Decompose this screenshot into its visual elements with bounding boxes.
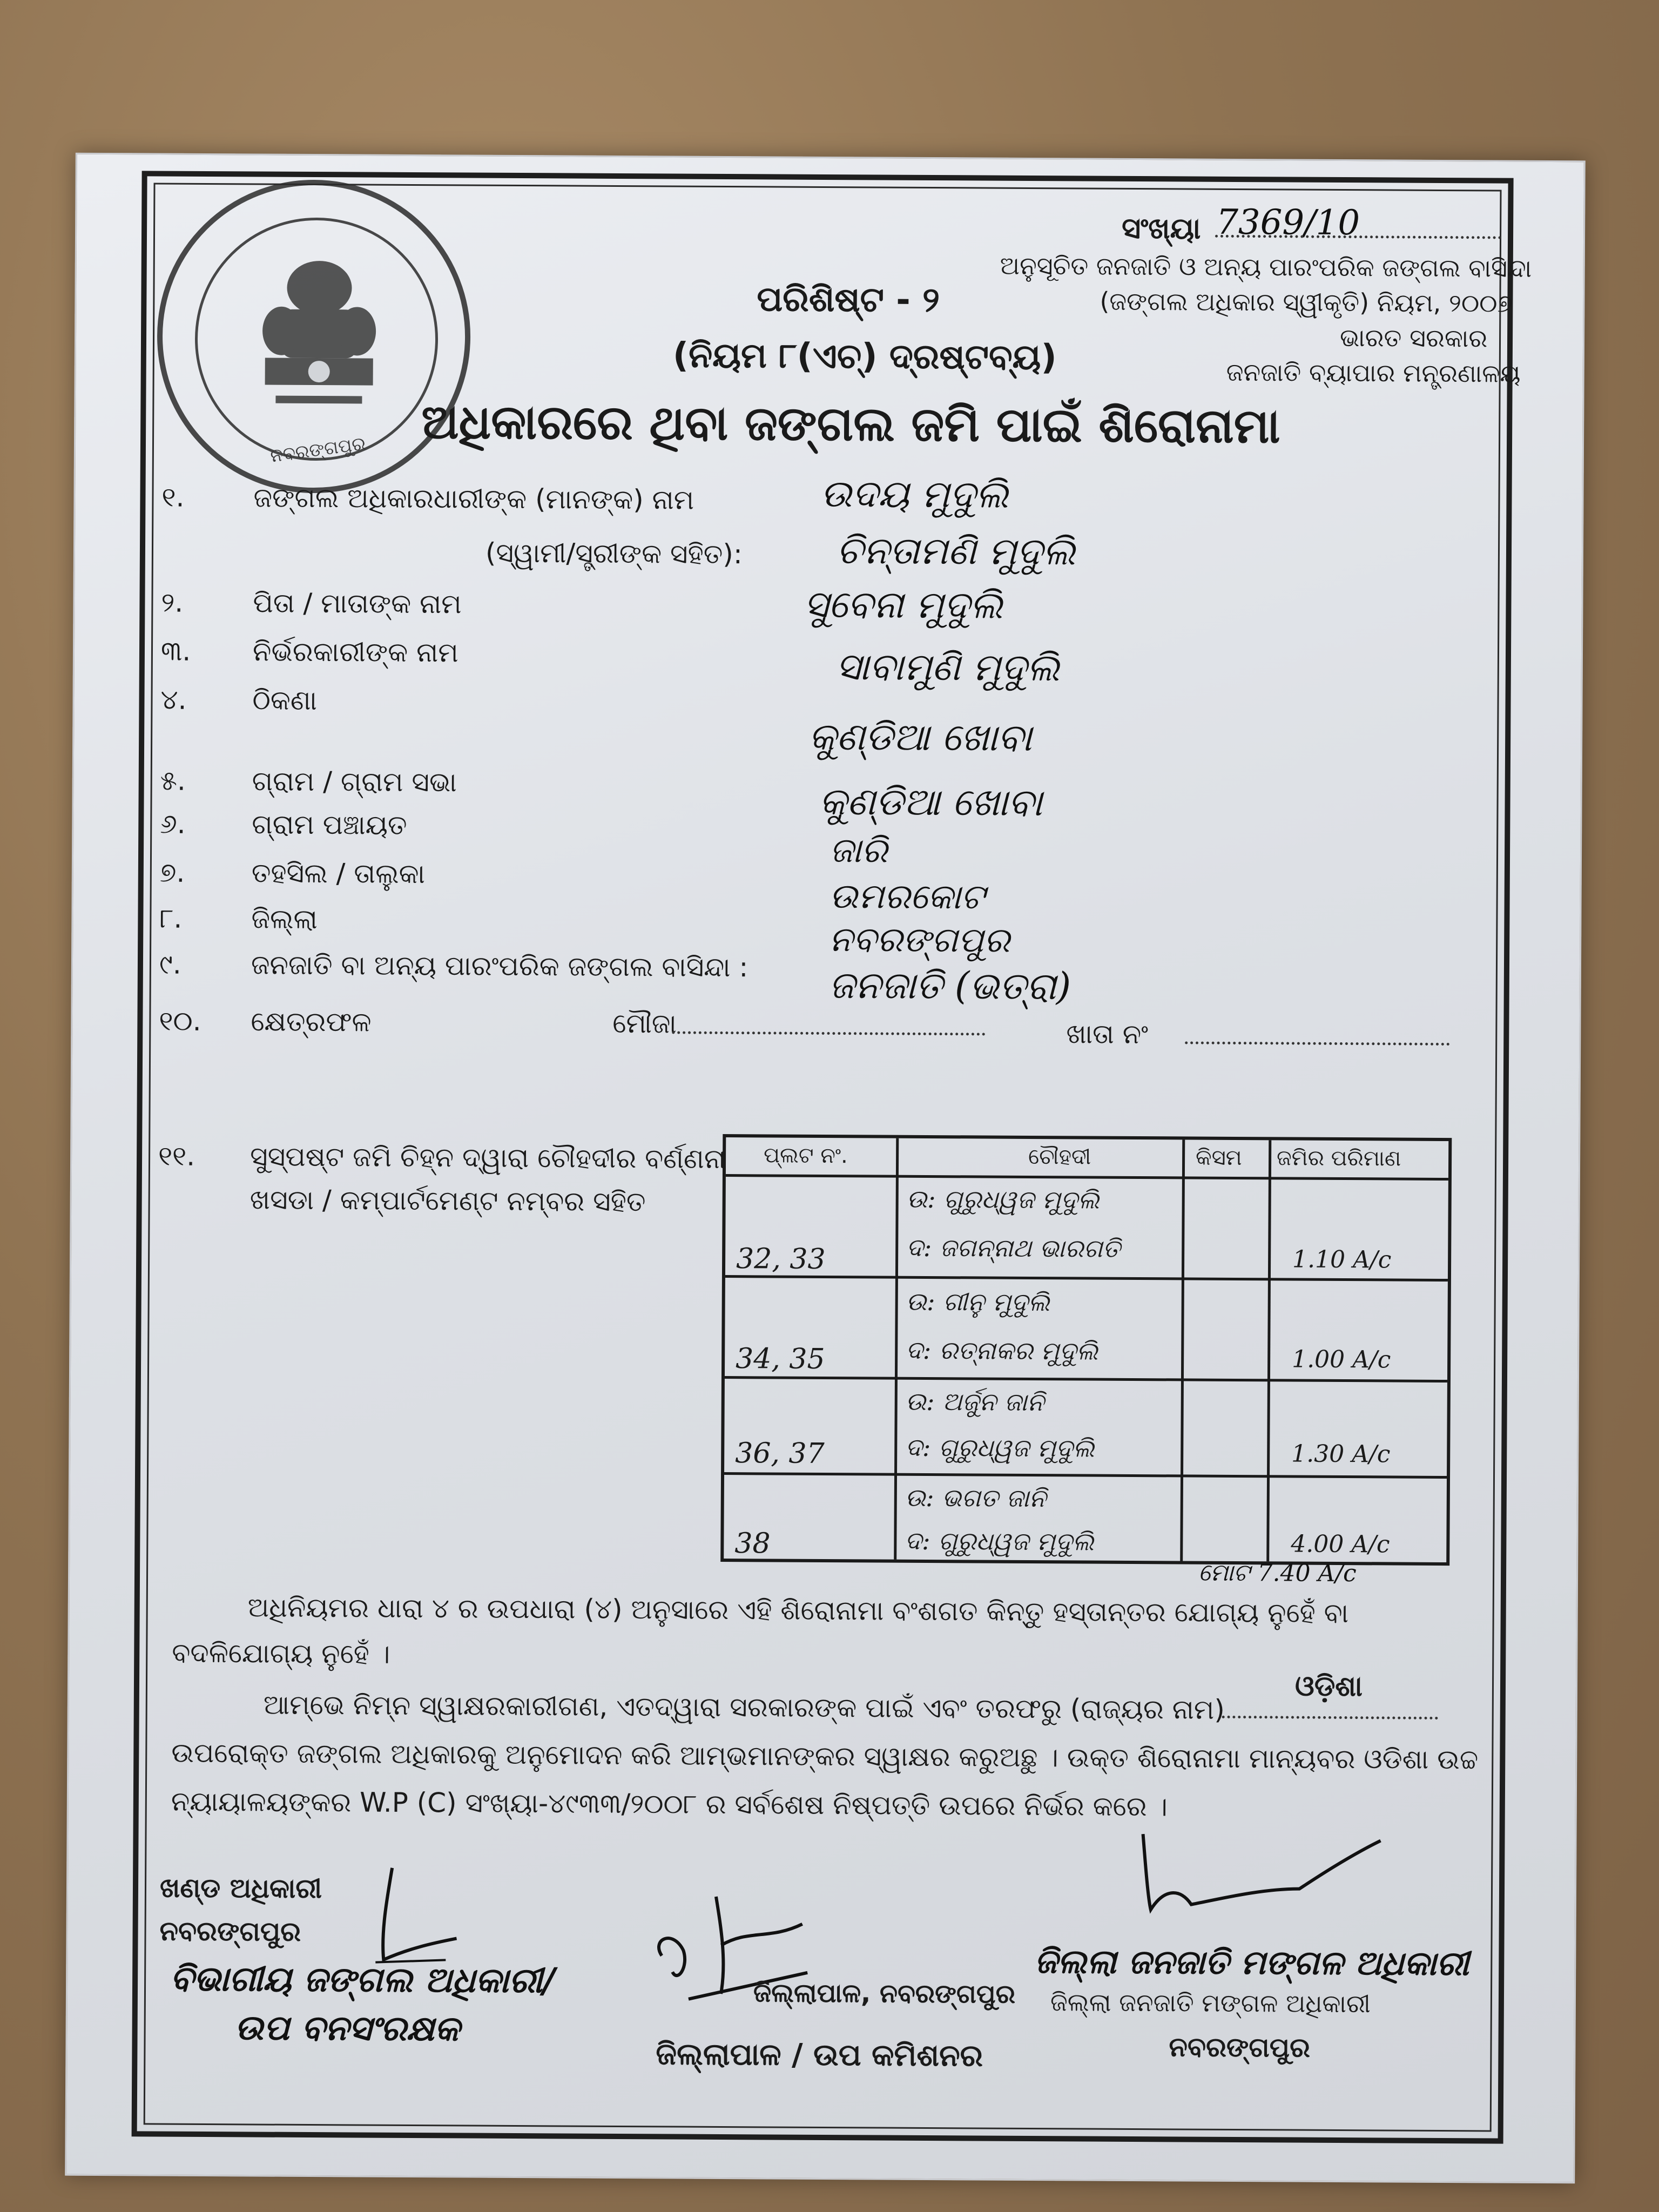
field-7: ୭. ତହସିଲ / ତାଲୁକା ଉମରକୋଟ [159, 857, 985, 918]
forest-stamp-line-2: ନବରଙ୍ଗପୁର [159, 1915, 301, 1947]
plot-number: 38 [734, 1527, 771, 1560]
paragraph-2-line-2: ଉପରୋକ୍ତ ଜଙ୍ଗଲ ଅଧିକାରକୁ ଅନୁମୋଦନ କରି ଆମ୍ଭମାନଙ୍କର ସ୍ୱାକ୍ଷର କରୁଅଛୁ । ଉକ୍ତ ଶିରୋନାମା ମାନ୍ୟବର ଓଡିଶା ଉଚ୍ଚ [171, 1737, 1479, 1776]
field-value: ଜାରି [829, 831, 888, 871]
column-header: ଜମିର ପରିମାଣ [1276, 1145, 1401, 1171]
rule-reference: (ନିୟମ ୮(ଏଚ୍) ଦ୍ରଷ୍ଟବ୍ୟ) [672, 335, 1057, 378]
boundary-label-1: ସୁସ୍ପଷ୍ଟ ଜମି ଚିହ୍ନ ଦ୍ୱାରା ଚୌହଦୀର ବର୍ଣ୍ଣନା [249, 1141, 726, 1175]
column-header: ଚୌହଦୀ [1028, 1144, 1091, 1170]
field-9: ୯. ଜନଜାତି ବା ଅନ୍ୟ ପାରଂପରିକ ଜଙ୍ଗଲ ବାସିନ୍ଦା : ଜନଜାତି (ଭତ୍ରା) [159, 948, 1071, 1009]
field-sublabel: (ସ୍ୱାମୀ/ସ୍ତ୍ରୀଙ୍କ ସହିତ): [485, 537, 743, 570]
collector-stamp: ଜିଲ୍ଲାପାଳ, ନବରଙ୍ଗପୁର [753, 1978, 1016, 2009]
paragraph-2-line-3: ନ୍ୟାୟାଳୟଙ୍କର W.P (C) ସଂଖ୍ୟା-୪୯୩୩/୨୦୦୮ ର ସର୍ବଶେଷ ନିଷ୍ପତ୍ତି ଉପରେ ନିର୍ଭର କରେ । [171, 1785, 1168, 1823]
field-value: କୁଣ୍ଡିଆ ଖୋବା [808, 714, 1033, 760]
land-area: 1.30 A/c [1291, 1440, 1391, 1468]
land-area: 4.00 A/c [1291, 1530, 1390, 1559]
plot-number: 34, 35 [735, 1343, 825, 1376]
field-8: ୮. ଜିଲ୍ଲା ନବରଙ୍ଗପୁର [159, 902, 1010, 961]
welfare-officer-district: ନବରଙ୍ଗପୁର [1169, 2031, 1311, 2063]
paragraph-1-line-2: ବଦଳିଯୋଗ୍ୟ ନୁହେଁ । [172, 1637, 390, 1670]
south-boundary: ଦ: ଜଗନ୍ନାଥ ଭାରଗତି [906, 1232, 1121, 1263]
field-1: ୧. ଜଙ୍ଗଲ ଅଧିକାରଧାରୀଙ୍କ (ମାନଙ୍କ) ନାମ (ସ୍ୱାମୀ/ସ୍ତ୍ରୀଙ୍କ ସହିତ): ଉଦୟ ମୁଦୁଲି ଚିନ୍ତାମଣି ମୁଦୁଲି [161, 471, 1076, 574]
north-boundary: ଉ: ଅର୍ଜୁନ ଜାନି [905, 1386, 1044, 1417]
deputy-conservator-title: ଉପ ବନସଂରକ୍ଷକ [234, 2007, 460, 2049]
paragraph-1-line-1: ଅଧିନିୟମର ଧାରା ୪ ର ଉପଧାରା (୪) ଅନୁସାରେ ଏହି ଶିରୋନାମା ବଂଶଗତ କିନ୍ତୁ ହସ୍ତାନ୍ତର ଯୋଗ୍ୟ ନୁହେଁ ବା [247, 1591, 1349, 1629]
field-label: ଗ୍ରାମ ପଞ୍ଚାୟତ [252, 808, 407, 841]
field-10: ୧୦. କ୍ଷେତ୍ରଫଳ ମୌଜା ଖାତା ନଂ [77, 154, 1584, 163]
field-value: ସାବାମୁଣି ମୁଦୁଲି [835, 644, 1060, 690]
welfare-officer-title: ଜିଲ୍ଲା ଜନଜାତି ମଙ୍ଗଳ ଅଧିକାରୀ [1034, 1941, 1469, 1984]
forest-stamp-line-1: ଖଣ୍ଡ ଅଧିକାରୀ [159, 1872, 322, 1905]
paragraph-2-line-1: ଆମ୍ଭେ ନିମ୍ନ ସ୍ୱାକ୍ଷରକାରୀଗଣ, ଏତଦ୍ୱାରା ସରକାରଙ୍କ ପାଇଁ ଏବଂ ତରଫରୁ (ରାଜ୍ୟର ନାମ) [263, 1689, 1225, 1725]
field-value: ଉମରକୋଟ [829, 876, 985, 918]
appendix-label: ପରିଶିଷ୍ଟ - ୨ [757, 279, 940, 321]
field-4: ୪. ଠିକଣା କୁଣ୍ଡିଆ ଖୋବା [160, 684, 1033, 760]
ministry-name: ଜନଜାତି ବ୍ୟାପାର ମନ୍ତ୍ରଣାଳୟ [1226, 357, 1521, 388]
mouza-label: ମୌଜା [612, 1007, 677, 1040]
field-2: ୨. ପିତା / ମାତାଙ୍କ ନାମ ସୁବେନା ମୁଦୁଲି [161, 582, 1003, 628]
page-title: ଅଧିକାରରେ ଥିବା ଜଙ୍ଗଲ ଜମି ପାଇଁ ଶିରୋନାମା [421, 394, 1280, 454]
field-label: ଠିକଣା [252, 684, 318, 717]
field-label: ନିର୍ଭରକାରୀଙ୍କ ନାମ [252, 636, 458, 669]
field-value: ଜନଜାତି (ଭତ୍ରା) [828, 963, 1071, 1009]
land-area: 1.00 A/c [1292, 1345, 1391, 1374]
collector-title: ଜିଲ୍ଲାପାଳ / ଉପ କମିଶନର [656, 2036, 983, 2074]
field-6: ୬. ଗ୍ରାମ ପଞ୍ଚାୟତ ଜାରି [160, 808, 888, 871]
welfare-officer-signature [1121, 1823, 1402, 1933]
south-boundary: ଦ: ରତ୍ନାକର ମୁଦୁଲି [906, 1335, 1098, 1366]
plot-number: 36, 37 [735, 1437, 825, 1470]
title-certificate-document [65, 153, 1586, 2184]
boundary-label-2: ଖସଡା / କମ୍ପାର୍ଟମେଣ୍ଟ ନମ୍ବର ସହିତ [249, 1184, 646, 1218]
boundary-num: ୧୧. [158, 1140, 195, 1172]
forest-officer-signature [321, 1857, 484, 1977]
field-label: ଜିଲ୍ଲା [251, 903, 318, 935]
field-label: ଜନଜାତି ବା ଅନ୍ୟ ପାରଂପରିକ ଜଙ୍ଗଲ ବାସିନ୍ଦା : [251, 949, 748, 983]
field-label: କ୍ଷେତ୍ରଫଳ [251, 1006, 372, 1038]
field-5: ୫. ଗ୍ରାମ / ଗ୍ରାମ ସଭା କୁଣ୍ଡିଆ ଖୋବା [160, 765, 1043, 825]
forest-officer-title: ବିଭାଗୀୟ ଜଙ୍ଗଲ ଅଧିକାରୀ/ [170, 1958, 555, 2001]
total-area: ମୋଟ 7.40 A/c [1198, 1559, 1357, 1588]
seal-text: ନବରଙ୍ଗପୁର [269, 433, 367, 467]
boundary-table [720, 1134, 1452, 1566]
column-header: ପ୍ଲଟ ନଂ. [764, 1143, 848, 1169]
field-label: ପିତା / ମାତାଙ୍କ ନାମ [253, 587, 462, 620]
government-name: ଭାରତ ସରକାର [1339, 322, 1488, 353]
field-value: ନବରଙ୍ଗପୁର [829, 920, 1010, 961]
state-name: ଓଡ଼ିଶା [1294, 1670, 1363, 1703]
south-boundary: ଦ: ଗୁରୁଧ୍ୱଜ ମୁଦୁଲି [905, 1526, 1094, 1556]
act-name-line2: (ଜଙ୍ଗଲ ଅଧିକାର ସ୍ୱୀକୃତି) ନିୟମ, ୨୦୦୭ [1100, 286, 1513, 318]
field-value-2: ଚିନ୍ତାମଣି ମୁଦୁଲି [836, 528, 1076, 574]
act-name-line1: ଅନୁସୂଚିତ ଜନଜାତି ଓ ଅନ୍ୟ ପାରଂପରିକ ଜଙ୍ଗଲ ବାସିନ୍ଦା [1000, 251, 1532, 283]
serial-number-label: ସଂଖ୍ୟା [1121, 211, 1201, 246]
welfare-officer-stamp: ଜିଲ୍ଲା ଜନଜାତି ମଙ୍ଗଳ ଅଧିକାରୀ [1050, 1987, 1371, 2019]
ashoka-emblem-icon [243, 249, 395, 428]
field-value: ସୁବେନା ମୁଦୁଲି [804, 582, 1003, 628]
south-boundary: ଦ: ଗୁରୁଧ୍ୱଜ ମୁଦୁଲି [905, 1432, 1095, 1463]
north-boundary: ଉ: ଗୁରୁଧ୍ୱଜ ମୁଦୁଲି [906, 1184, 1100, 1215]
field-label: ଜଙ୍ଗଲ ଅଧିକାରଧାରୀଙ୍କ (ମାନଙ୍କ) ନାମ [253, 482, 694, 516]
field-value: ଉଦୟ ମୁଦୁଲି [820, 471, 1009, 517]
field-value: କୁଣ୍ଡିଆ ଖୋବା [819, 779, 1043, 825]
serial-number-value: 7369/10 [1216, 202, 1360, 244]
column-header: କିସମ [1195, 1145, 1242, 1171]
plot-number: 32, 33 [736, 1243, 826, 1276]
north-boundary: ଉ: ଗୀନୁ ମୁଦୁଲି [906, 1286, 1050, 1317]
land-area: 1.10 A/c [1292, 1245, 1392, 1274]
north-boundary: ଉ: ଭଗତ ଜାନି [905, 1482, 1047, 1513]
field-3: ୩. ନିର୍ଭରକାରୀଙ୍କ ନାମ ସାବାମୁଣି ମୁଦୁଲି [160, 635, 1060, 690]
field-label: ଗ୍ରାମ / ଗ୍ରାମ ସଭା [252, 765, 457, 798]
khata-label: ଖାତା ନଂ [1066, 1018, 1149, 1050]
field-label: ତହସିଲ / ତାଲୁକା [251, 857, 426, 890]
